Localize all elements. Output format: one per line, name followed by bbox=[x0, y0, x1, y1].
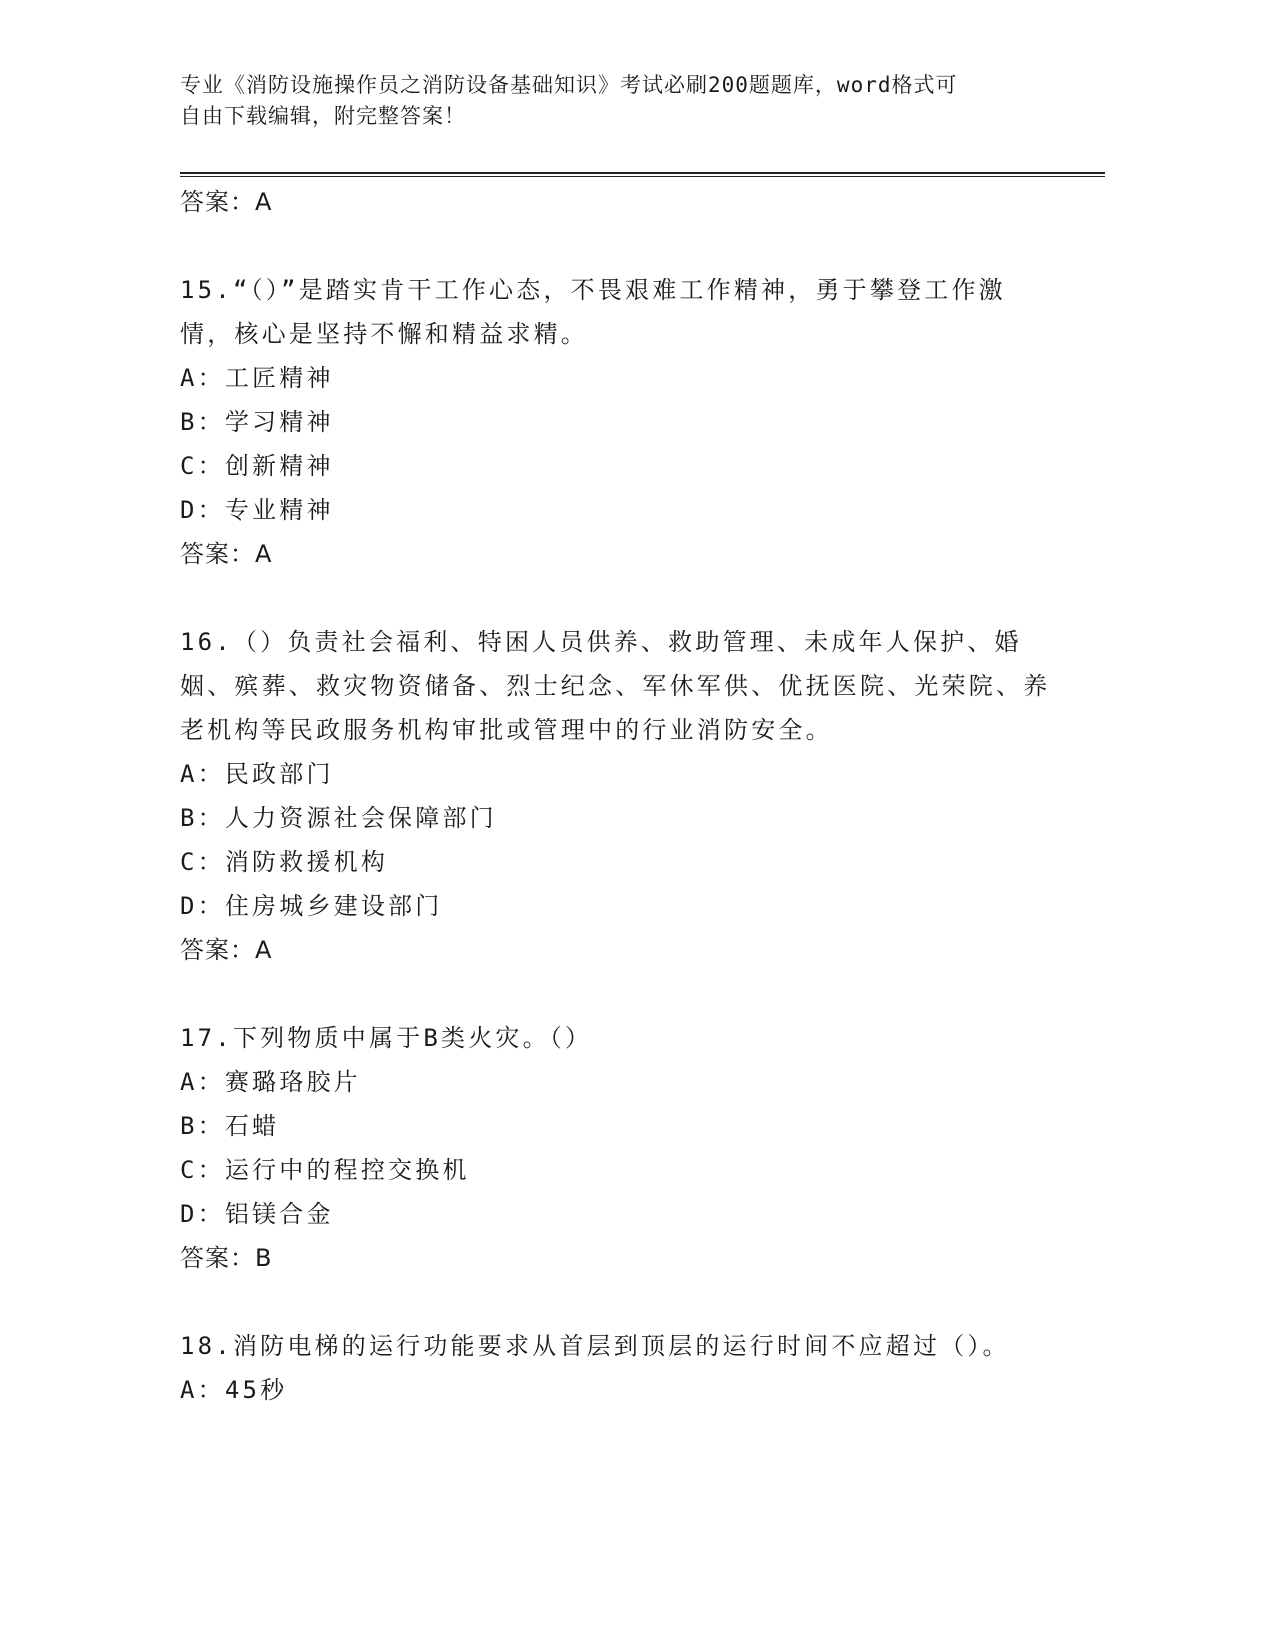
option-a: A：民政部门 bbox=[180, 760, 334, 788]
option-d: D：住房城乡建设部门 bbox=[180, 892, 443, 920]
answer-line: 答案：A bbox=[180, 188, 273, 216]
answer-line: 答案：A bbox=[180, 540, 273, 568]
question-item bbox=[180, 268, 1060, 576]
answer-line: 答案：A bbox=[180, 936, 273, 964]
option-d: D：专业精神 bbox=[180, 496, 334, 524]
question-item bbox=[180, 1324, 1060, 1412]
header-line-1: 专业《消防设施操作员之消防设备基础知识》考试必刷200题题库，word格式可 bbox=[180, 73, 958, 97]
header-line-2: 自由下载编辑，附完整答案！ bbox=[180, 104, 466, 128]
question-item bbox=[180, 1016, 1060, 1280]
option-c: C：消防救援机构 bbox=[180, 848, 389, 876]
option-b: B：学习精神 bbox=[180, 408, 334, 436]
option-b: B：石蜡 bbox=[180, 1112, 280, 1140]
option-a: A：赛璐珞胶片 bbox=[180, 1068, 361, 1096]
option-d: D：铝镁合金 bbox=[180, 1200, 334, 1228]
question-item bbox=[180, 620, 1060, 972]
header-divider bbox=[180, 172, 1105, 177]
option-a: A：45秒 bbox=[180, 1376, 288, 1404]
option-c: C：运行中的程控交换机 bbox=[180, 1156, 470, 1184]
option-c: C：创新精神 bbox=[180, 452, 334, 480]
question-list bbox=[180, 180, 1060, 1412]
answer-line: 答案：B bbox=[180, 1244, 273, 1272]
document-header bbox=[180, 70, 1060, 132]
question-text: 18.消防电梯的运行功能要求从首层到顶层的运行时间不应超过（）。 bbox=[180, 1332, 1010, 1360]
option-b: B：人力资源社会保障部门 bbox=[180, 804, 497, 832]
question-text: 15.“（）”是踏实肯干工作心态，不畏艰难工作精神，勇于攀登工作激情，核心是坚持不懈和精益求精。 bbox=[180, 276, 1006, 348]
question-text: 16.（）负责社会福利、特困人员供养、救助管理、未成年人保护、婚姻、殡葬、救灾物资储备、烈士纪念、军休军供、优抚医院、光荣院、养老机构等民政服务机构审批或管理中的行业消防安全。 bbox=[180, 628, 1051, 744]
option-a: A：工匠精神 bbox=[180, 364, 334, 392]
question-text: 17.下列物质中属于B类火灾。（） bbox=[180, 1024, 593, 1052]
